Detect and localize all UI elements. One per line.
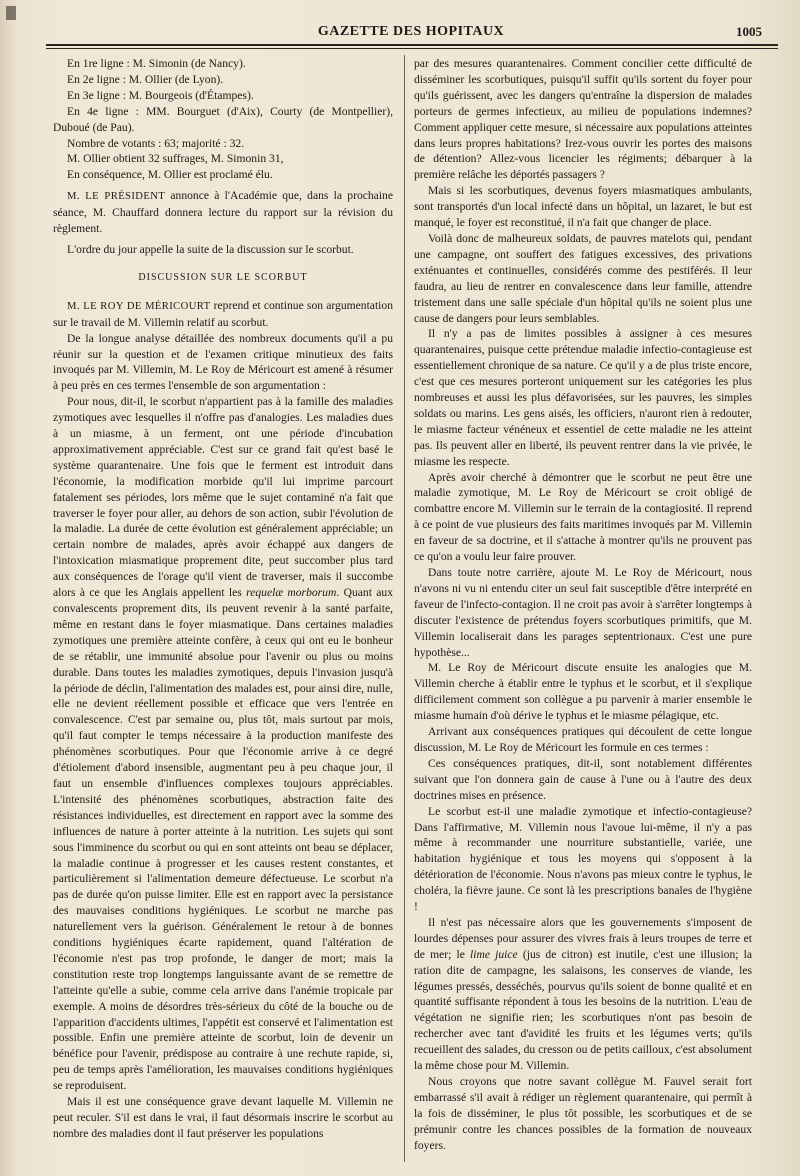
section-heading: DISCUSSION SUR LE SCORBUT [138,271,308,283]
paragraph: Il n'est pas nécessaire alors que les gouvernements s'imposent de lourdes dépenses pour assurer des vivres frais à leurs troupes de terre et de mer; le lime juice (jus de citron) est inutile, c'est une illusion; la ration dite de campagne, les salaisons, les conserves de viande, les légumes pressés, desséchés, pourvus qu'ils soient de bonne qualité et en quantité suffisante répondent à tous les besoins de la nutrition. L'eau de végétation ne signifie rien; les scorbutiques n'ont pas besoin de rechercher avec tant d'avidité les fruits et les légumes verts; qu'ils recueillent des salades, du cresson ou de petits cailloux, c'est absolument la même chose pour M. Villemin. [414,915,753,1073]
paragraph: Le scorbut est-il une maladie zymotique et infectio-contagieuse? Dans l'affirmative, M. Villemin nous l'avoue lui-même, il n'y a pas même à recommander une nourriture substantielle, variée, une habitation hygiénique et tous les moyens qui s'opposent à la détérioration de l'économie. Nous n'avons pas mieux contre le typhus, le choléra, la fièvre jaune. Ce sont là les prescriptions banales de l'hygiène ! [414,804,752,914]
election-line-3: En 3e ligne : M. Bourgeois (d'Étampes). [67,88,254,102]
paragraph: Ces conséquences pratiques, dit-il, sont notablement différentes suivant que l'on donnera gain de cause à l'une ou à l'autre des deux doctrines mises en présence. [414,756,752,802]
vote-count: Nombre de votants : 63; majorité : 32. [67,136,245,150]
paragraph: Mais il est une conséquence grave devant laquelle M. Villemin ne peut reculer. S'il est dans le vrai, il faut désormais inscrire le scorbut au nombre des maladies dont il faut préserver les populations [53,1095,393,1140]
left-column [53,56,393,1142]
vote-result: M. Ollier obtient 32 suffrages, M. Simonin 31, [67,152,284,166]
election-line-2: En 2e ligne : M. Ollier (de Lyon). [67,72,224,86]
right-column [414,56,752,1154]
paragraph: Après avoir cherché à démontrer que le scorbut ne peut être une maladie zymotique, M. Le Roy de Méricourt se croit obligé de combattre encore M. Villemin sur le terrain de la contagiosité. Il reprend à ce point de vue plusieurs des faits maritimes invoqués par M. Villemin en faveur de sa doctrine, et il s'attache à montrer qu'ils ne prouvent pas ce qu'on a voulu leur faire prouver. [414,470,752,564]
column-divider [404,55,405,1162]
speaker-intro: M. LE ROY DE MÉRICOURT reprend et continue son argumentation sur le travail de M. Villemin relatif au scorbut. [53,298,393,329]
paragraph: Il n'y a pas de limites possibles à assigner à ces mesures quarantenaires, puisque cette prétendue maladie infectio-contagieuse est essentiellement chronique de sa nature. Ce qu'il y a de plus triste encore, c'est que ces mesures porteront uniquement sur les catégories les plus nombreuses et aussi les plus défavorisées, sur les pauvres, les simples soldats ou marins. Les gens aisés, les officiers, n'auront rien à redouter, le miasme facteur vénéneux et essentiel de cette maladie ne les atteint pas. Ils peuvent aller en liberté, ils peuvent rentrer dans la vie privée, le miasme les respecte. [414,327,752,468]
header-rule-thin [46,48,778,49]
journal-title: GAZETTE DES HOPITAUX [317,24,505,39]
italic-term: requelæ morborum [246,586,337,600]
paragraph: Nous croyons que notre savant collègue M. Fauvel serait fort embarrassé s'il avait à rédiger un règlement quarantenaire, qui permît à la fois de disséminer, le plus tôt possible, les scorbutiques et de se prémunir contre les chances possibles de la formation de nouveaux foyers. [414,1075,752,1152]
paragraph: Pour nous, dit-il, le scorbut n'appartient pas à la famille des maladies zymotiques avec lesquelles il n'offre pas d'analogies. Les maladies dues à un miasme, à un ferment, ont une période d'incubation approximativement appréciable. C'est sur ce grand fait qu'est basé le système quarantenaire. Une fois que le ferment est introduit dans l'économie, la modification morbide qu'il lui imprime parcourt fatalement ses périodes, lors même que le sujet contaminé n'a fait que traverser le foyer pour aller, au dehors de son action, subir l'évolution de la maladie. La durée de cette évolution est généralement appréciable; un certain nombre de malades, après avoir échappé aux dangers de l'intoxication miasmatique proprement dite, peut succomber plus tard aux conséquences de l'orage qu'il vient de traverser, mais il succombe alors à ce que les Anglais appellent les requelæ morborum. Quant aux convalescents proprement dits, ils peuvent revenir à la santé parfaite, même en restant dans le foyer miasmatique. Dans certaines maladies zymotiques une première atteinte confère, à ceux qui ont eu le bonheur de se rétablir, une immunité absolue pour l'avenir ou plus ou moins durable. Dans toutes les maladies zymotiques, depuis l'invasion jusqu'à la période de déclin, l'alimentation des malades est, pour ainsi dire, nulle, elle ne devient réellement possible et efficace que vers l'entrée en convalescence. C'est par semaine ou, plus tôt, mais surtout par mois, qu'il faut compter le temps nécessaire à la production manifeste des phénomènes scorbutiques. Pour que l'économie arrive à ce degré d'étiolement d'abord insensible, augmentant peu à peu chaque jour, il faut un ensemble d'influences complexes toujours appréciables. L'intensité des phénomènes scorbutiques, abstraction faite des résistances individuelles, est directement en rapport avec la somme des influences de nature à porter atteinte à la nutrition. Les sujets qui sont sous l'imminence du scorbut ou qui en sont atteints ont beau se déplacer, la maladie continue à progresser et les causes restent constantes, et particulièrement si l'alimentation demeure défectueuse. Le scorbut n'a pas de durée qu'on puisse limiter. Elle est en rapport avec la persistance des mauvaises conditions hygiéniques. Le scorbut ne marche pas naturellement vers la guérison. Généralement le retour à de bonnes conditions hygiéniques écarte rapidement, quand l'altération de l'économie n'est pas trop profonde, le danger de mort; mais la constitution reste trop longtemps languissante avant de se remettre de l'atteinte qu'elle a subie, comme cela arrive dans l'anémie tropicale par exemple. A moins de désordres très-sérieux du côté de la bouche ou de l'apparition d'accidents ultimes, l'appétit est conservé et l'alimentation est possible. Enfin une première atteinte de scorbut, loin de devenir un bénéfice pour l'avenir, prédispose au contraire à une rechute rapide, si, peu de temps après l'amélioration, les mauvaises conditions hygiéniques se reproduisent. [53,395,393,1093]
paragraph: Mais si les scorbutiques, devenus foyers miasmatiques ambulants, sont transportés d'un local infecté dans un hôpital, un lazaret, le but est manqué, le foyer est reconstitué, il n'a fait que changer de place. [414,184,752,230]
election-proclamation: En conséquence, M. Ollier est proclamé élu. [67,168,273,182]
paragraph: Dans toute notre carrière, ajoute M. Le Roy de Méricourt, nous n'avons ni vu ni entendu citer un seul fait susceptible d'être interprété en faveur de l'infecto-contagion. Il ne croit pas avoir à s'arrêter longtemps à discuter l'existence de prétendus foyers scorbutiques primitifs, que M. Villemin localiserait dans les parages septentrionaux. C'est une pure hypothèse... [414,566,752,659]
header-rule-thick [46,44,778,46]
election-line-1: En 1re ligne : M. Simonin (de Nancy). [67,57,246,70]
order-of-day: L'ordre du jour appelle la suite de la discussion sur le scorbut. [67,242,354,256]
paragraph: Voilà donc de malheureux soldats, de pauvres matelots qui, pendant une campagne, ont souffert des fatigues excessives, des privations exténuantes et continuelles, considérés comme des pestiférés. Il leur faudra, au lieu de rentrer en convalescence dans leur famille, attendre tristement dans une salle spéciale d'un hôpital qu'ils ne soient plus une cause de dangers pour leurs semblables. [414,231,752,325]
paragraph: De la longue analyse détaillée des nombreux documents qu'il a pu réunir sur la question et de l'examen critique minutieux des faits invoqués par M. Villemin, M. Le Roy de Méricourt est amené à résumer à peu près en ces termes l'ensemble de son argumentation : [53,331,393,393]
president-announcement: M. LE PRÉSIDENT annonce à l'Académie que, dans la prochaine séance, M. Chauffard donnera lecture du rapport sur la révision du règlement. [53,189,393,236]
paragraph: par des mesures quarantenaires. Comment concilier cette difficulté de disséminer les scorbutiques, puisqu'il suffit qu'ils sortent du foyer pour qu'ils guérissent, avec les dangers qu'entraîne la dispersion de malades porteurs de germes infectieux, au milieu de populations indemnes? Comment appliquer cette mesure, si nécessaire aux populations atteintes dans leurs propres habitations? Irez-vous ouvrir les portes des maisons de détention? Allez-vous licencier les régiments; débarquer à la première relâche les déportés passagers ? [414,57,752,182]
page-number: 1005 [736,24,762,39]
paragraph: Arrivant aux conséquences pratiques qui découlent de cette longue discussion, M. Le Roy de Méricourt les formule en ces termes : [414,725,752,754]
page-header [40,0,782,48]
speaker-name: M. LE ROY DE MÉRICOURT [67,300,211,312]
paragraph: M. Le Roy de Méricourt discute ensuite les analogies que M. Villemin cherche à établir entre le typhus et le scorbut, et il s'explique difficilement comment son collègue a pu parvenir à marier ensemble le miasme humain d'où dérive le typhus et le miasme pélagique, etc. [414,661,752,723]
election-line-4: En 4e ligne : MM. Bourguet (d'Aix), Courty (de Montpellier), Duboué (de Pau). [53,104,393,134]
binding-mark [6,6,16,20]
speaker-name: M. LE PRÉSIDENT [67,191,166,203]
italic-term: lime juice [470,947,518,961]
